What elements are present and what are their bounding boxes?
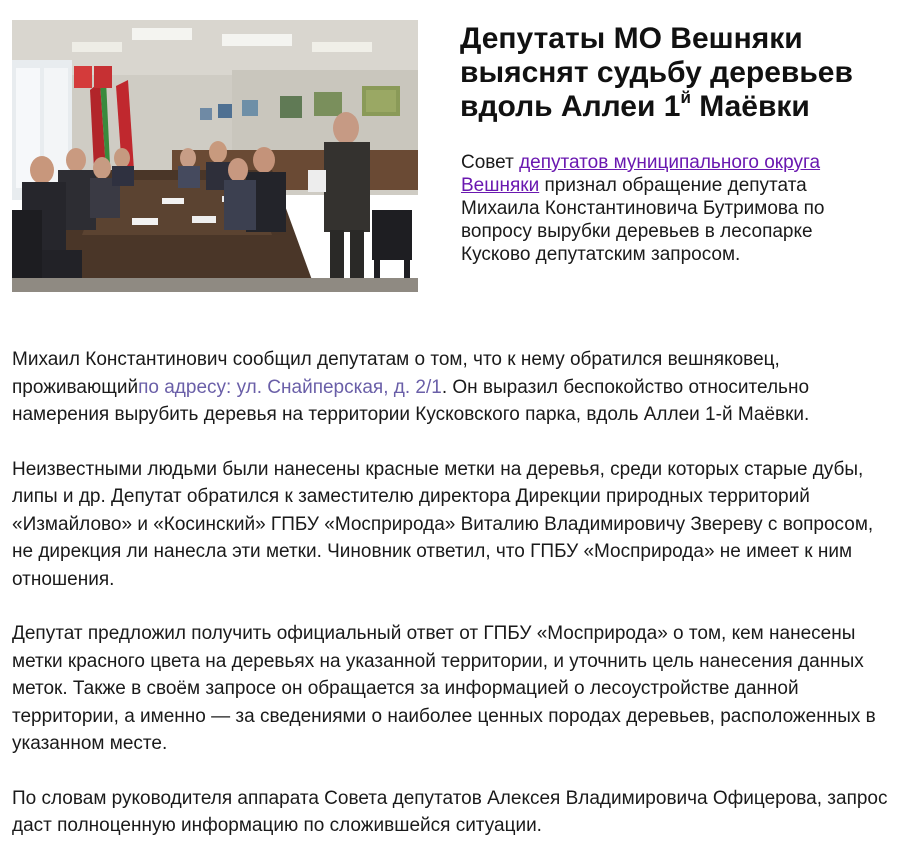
meeting-photo xyxy=(12,20,418,292)
council-deputies-link[interactable]: депутатов муниципального округа Вешняки xyxy=(461,152,821,196)
title-superscript: й xyxy=(680,88,691,107)
lead-suffix: признал обращение депутата Михаила Константиновича Бутримова по вопросу вырубки деревьев в лесопарке Кусково депутатским запросом. xyxy=(461,175,825,265)
paragraph-1-end: . Он выразил беспокойство относительно намерения вырубить деревья на территории Кусковского парка, вдоль Аллеи 1-й Маёвки. xyxy=(12,376,810,425)
address-text: по адресу: ул. Снайперская, д. 2/1 xyxy=(138,376,442,398)
article-body xyxy=(12,346,892,867)
article-title xyxy=(460,22,890,124)
title-text: Депутаты МО Вешняки выяснят судьбу деревьев вдоль Аллеи 1 xyxy=(460,22,853,123)
lead-prefix: Совет xyxy=(461,152,520,173)
paragraph-4: По словам руководителя аппарата Совета депутатов Алексея Владимировича Офицерова, запрос даст полноценную информацию по сложившейся ситуации. xyxy=(12,787,888,836)
paragraph-1 xyxy=(12,346,892,429)
paragraph-1-start: Михаил Константинович сообщил депутатам о том, что к нему обратился вешняковец, проживающий xyxy=(12,349,780,398)
paragraph-3: Депутат предложил получить официальный ответ от ГПБУ «Мосприрода» о том, кем нанесены метки красного цвета на деревьях на указанной территории, и уточнить цель нанесения данных меток. Также в своём запросе он обращается за информацией о лесоустройстве данной территории, а именно — за сведениями о наиболее ценных породах деревьев, расположенных в указанном месте. xyxy=(12,623,876,754)
title-text-end: Маёвки xyxy=(690,90,810,123)
article-lead xyxy=(461,151,881,266)
paragraph-2: Неизвестными людьми были нанесены красные метки на деревья, среди которых старые дубы, липы и др. Депутат обратился к заместителю директора Дирекции природных территорий «Измайлово» и «Косинский» ГПБУ «Мосприрода» Виталию Владимировичу Звереву с вопросом, не дирекция ли нанесла эти метки. Чиновник ответил, что ГПБУ «Мосприрода» не имеет к ним отношения. xyxy=(12,458,874,590)
